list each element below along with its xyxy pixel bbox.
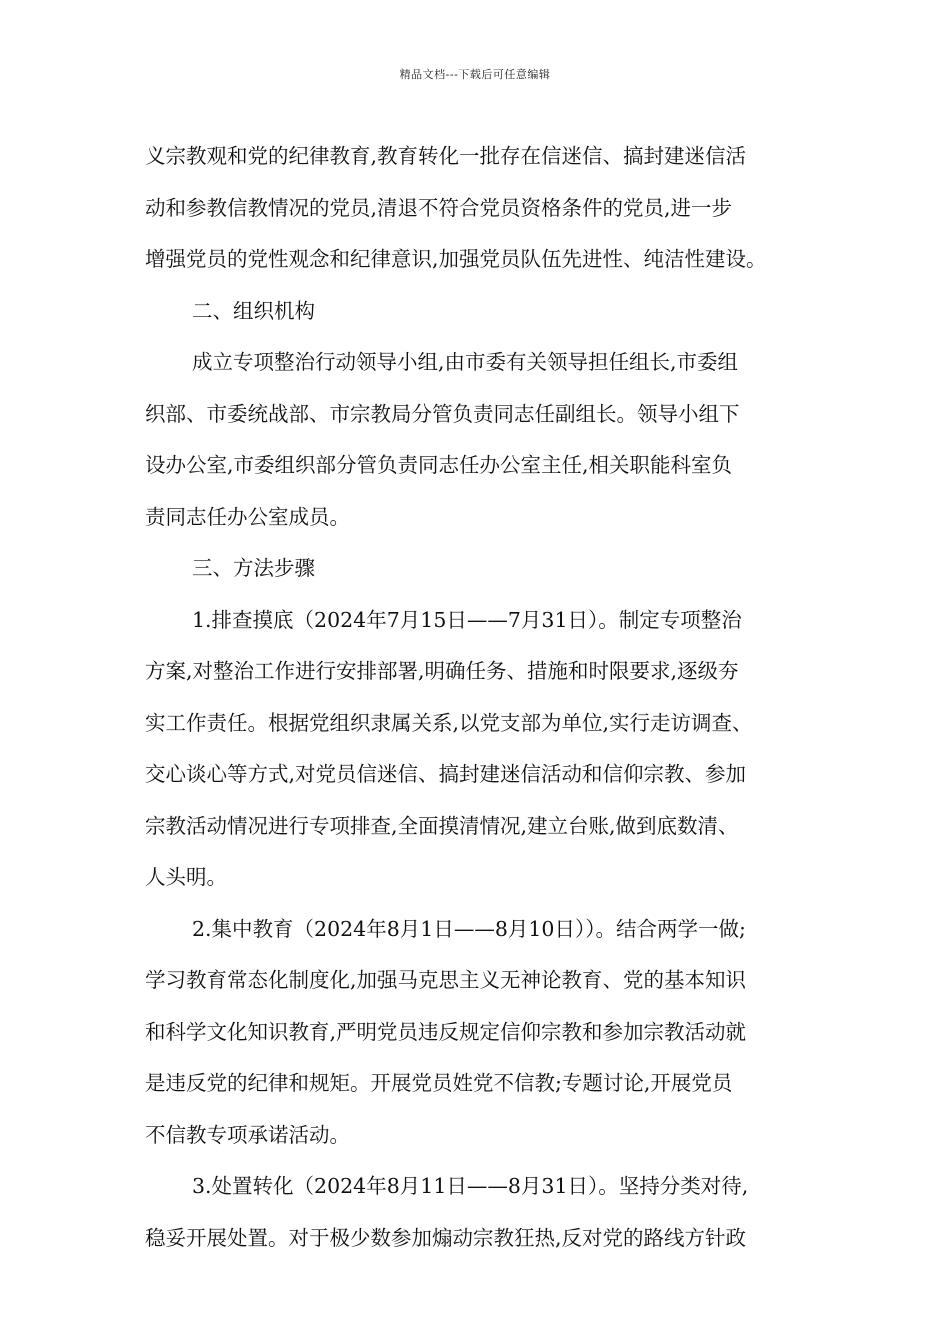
text-line: 动和参教信教情况的党员,清退不符合党员资格条件的党员,进一步 [145, 195, 733, 220]
text-line: 稳妥开展处置。对于极少数参加煽动宗教狂热,反对党的路线方针政 [145, 1225, 747, 1250]
text-line: 不信教专项承诺活动。 [145, 1122, 350, 1147]
text-line: 宗教活动情况进行专项排查,全面摸清情况,建立台账,做到底数清、 [145, 813, 739, 838]
text-line: 增强党员的党性观念和纪律意识,加强党员队伍先进性、纯洁性建设。 [145, 247, 767, 271]
text-line: 1.排查摸底（2024年7月15日——7月31日）。制定专项整治 [192, 607, 742, 632]
text-line: 成立专项整治行动领导小组,由市委有关领导担任组长,市委组 [192, 350, 739, 374]
document-body [145, 131, 825, 1264]
text-line: 二、组织机构 [192, 298, 315, 323]
text-line: 交心谈心等方式,对党员信迷信、搞封建迷信活动和信仰宗教、参加 [145, 762, 747, 786]
text-line: 是违反党的纪律和规矩。开展党员姓党不信教;专题讨论,开展党员 [145, 1071, 733, 1095]
text-line: 责同志任办公室成员。 [145, 504, 350, 529]
page-header: 精品文档---下载后可任意编辑 [399, 68, 551, 81]
text-line: 人头明。 [145, 865, 227, 889]
text-line: 织部、市委统战部、市宗教局分管负责同志任副组长。领导小组下 [145, 401, 740, 426]
text-line: 3.处置转化（2024年8月11日——8月31日）。坚持分类对待, [192, 1174, 749, 1198]
text-line: 三、方法步骤 [192, 556, 315, 580]
text-line: 学习教育常态化制度化,加强马克思主义无神论教育、党的基本知识 [145, 968, 747, 992]
text-line: 2.集中教育（2024年8月1日——8月10日））。结合两学一做; [192, 916, 746, 941]
text-line: 设办公室,市委组织部分管负责同志任办公室主任,相关职能科室负 [145, 453, 733, 477]
text-line: 义宗教观和党的纪律教育,教育转化一批存在信迷信、搞封建迷信活 [145, 144, 747, 168]
text-line: 方案,对整治工作进行安排部署,明确任务、措施和时限要求,逐级夯 [145, 659, 739, 683]
text-line: 实工作责任。根据党组织隶属关系,以党支部为单位,实行走访调查、 [145, 710, 753, 735]
text-line: 和科学文化知识教育,严明党员违反规定信仰宗教和参加宗教活动就 [145, 1019, 747, 1044]
